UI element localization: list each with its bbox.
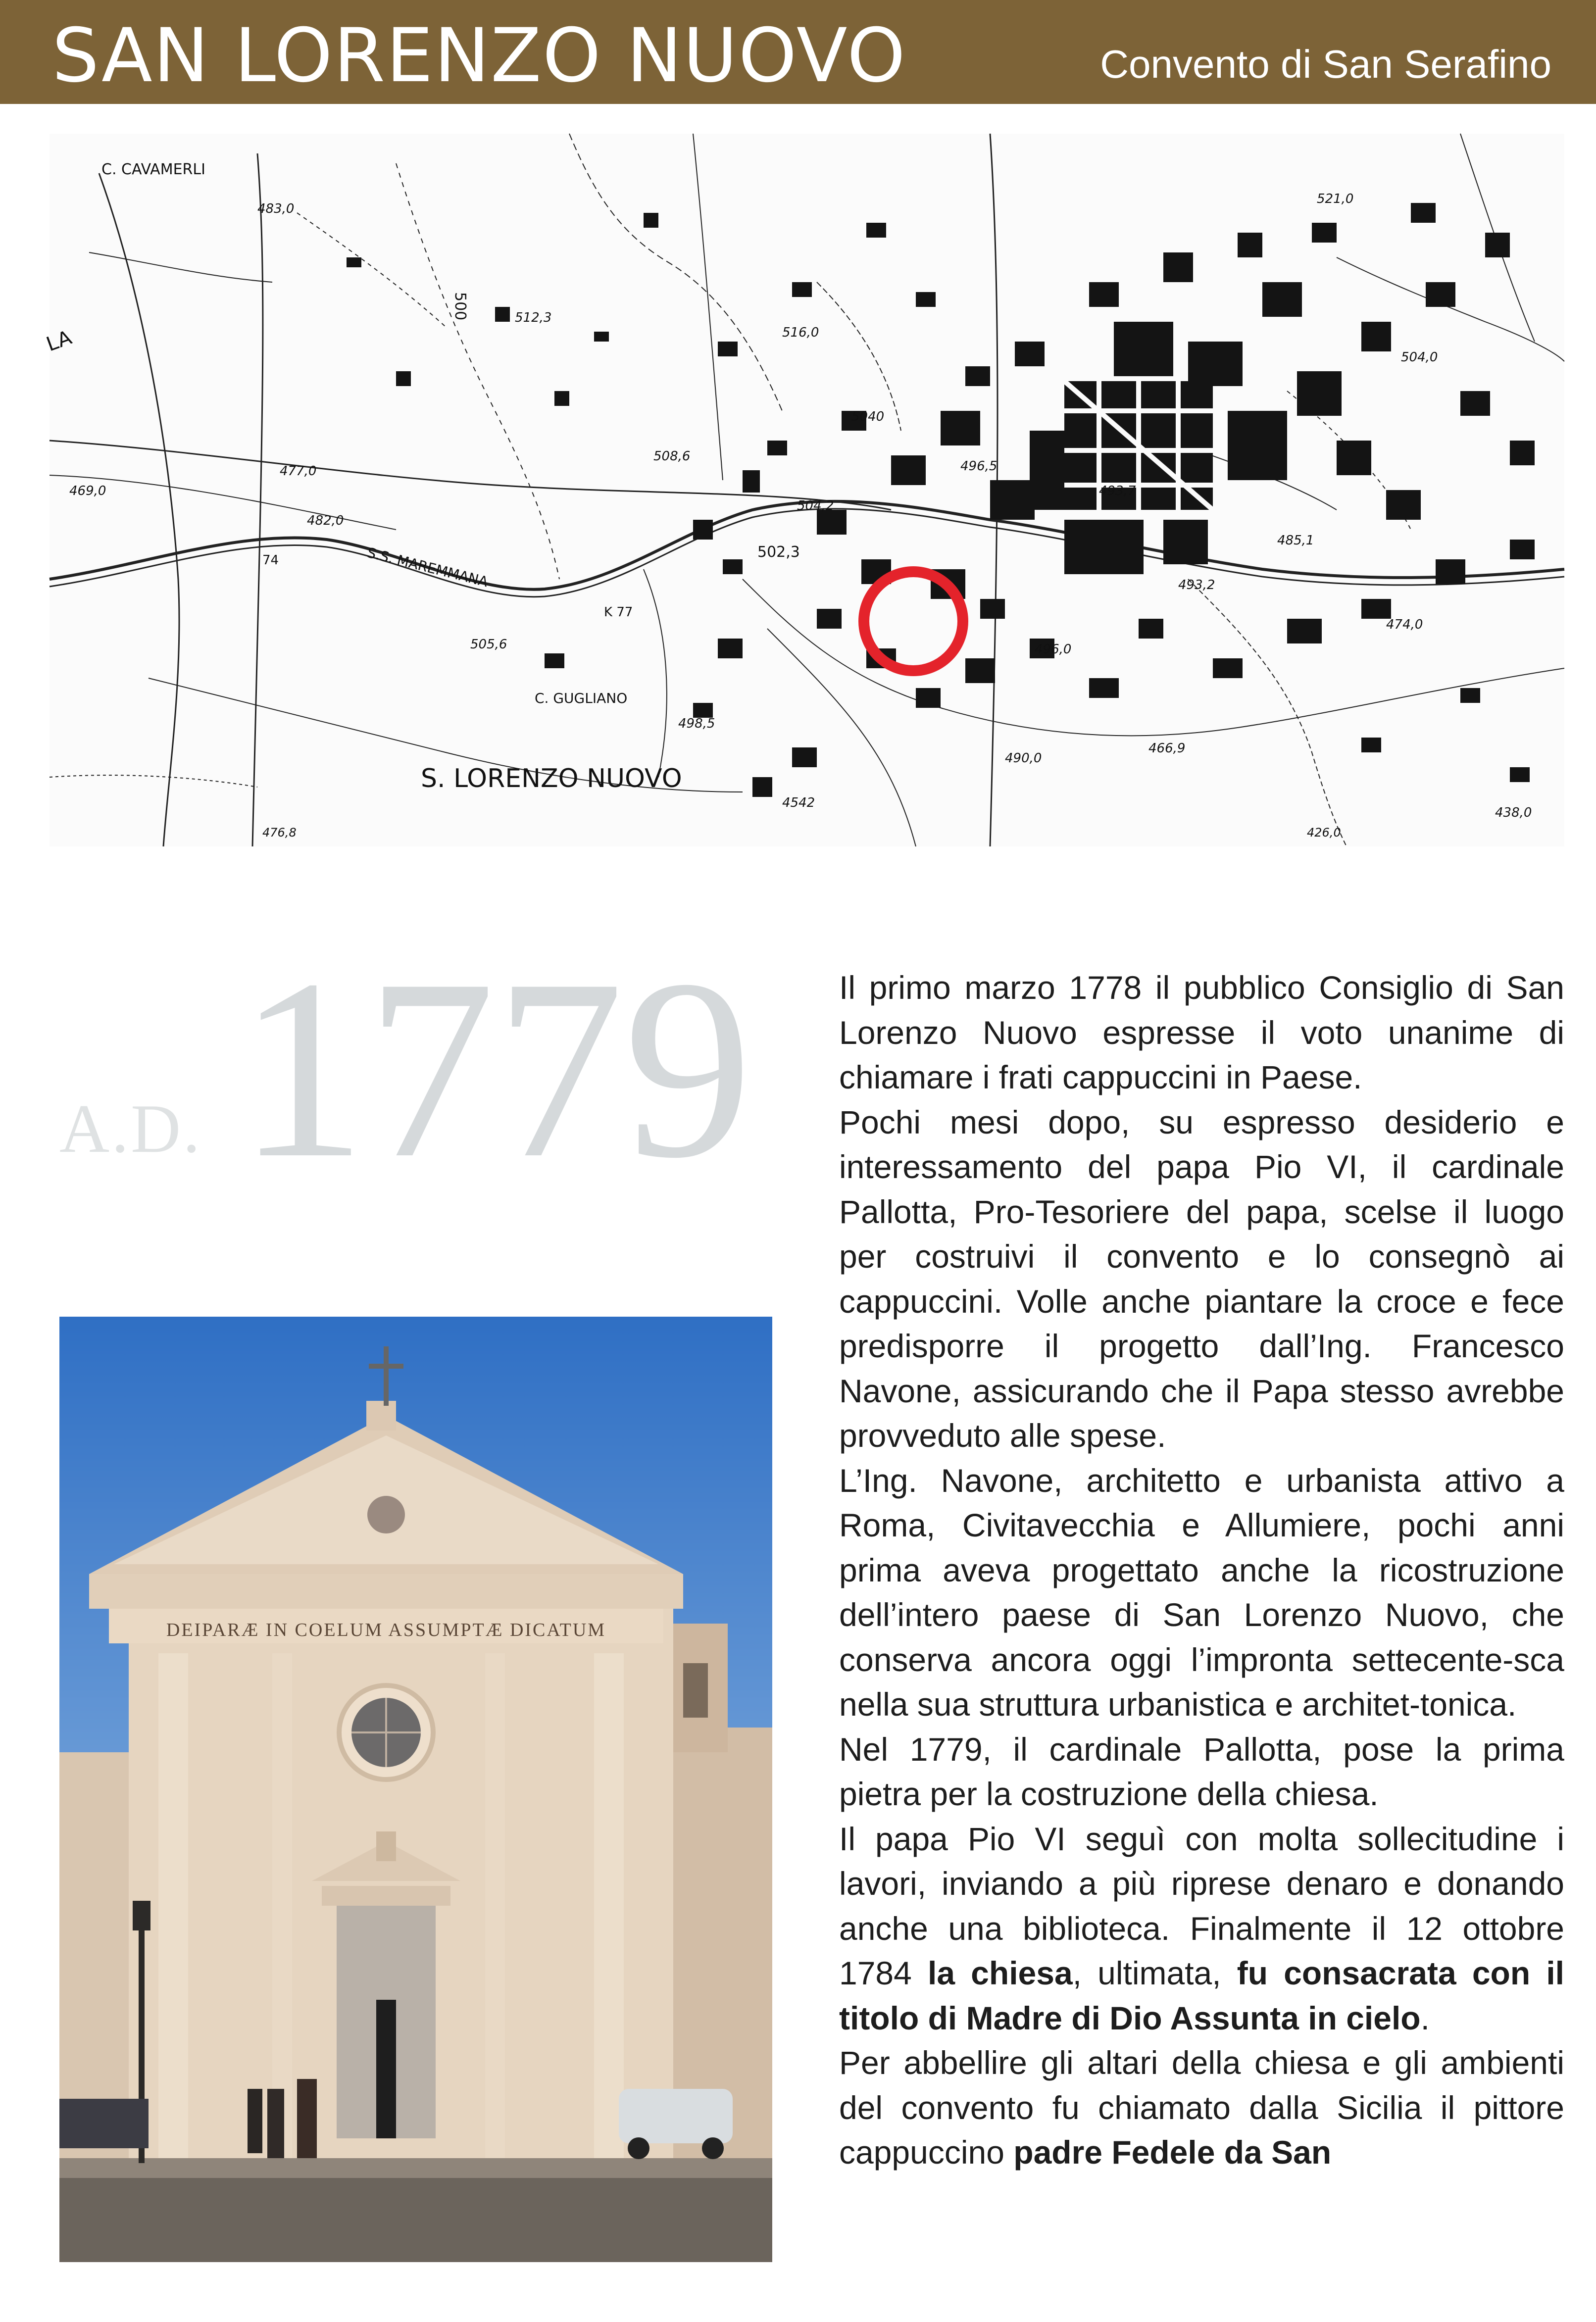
map-label-cavamerli: C. CAVAMERLI (101, 161, 205, 178)
paragraph-text: , ultimata, (1072, 1955, 1237, 1991)
page-header (0, 0, 1596, 104)
location-marker (864, 572, 963, 671)
map-label-elevation: 493,2 (1178, 578, 1215, 593)
map-drawing (43, 134, 1564, 846)
map-label-elevation: 504,2 (797, 498, 834, 513)
paragraph: L’Ing. Navone, architetto e urbanista attivo a Roma, Civitavecchia e Allumiere, pochi anni prima aveva progettato anche la ricostruzione dell’intero paese di San Lorenzo Nuovo, che conserva ancora oggi l’impronta settecente-sca nella sua struttura urbanistica e architet-tonica. (839, 1462, 1564, 1723)
page-subtitle: Convento di San Serafino (1100, 42, 1551, 86)
map-label-elevation: 498,5 (678, 716, 715, 731)
map-label-elevation: 508,6 (653, 449, 691, 464)
bold-phrase: padre Fedele da San (1013, 2134, 1332, 2171)
paragraph: Pochi mesi dopo, su espresso desiderio e interessamento del papa Pio VI, il cardinale Pallotta, Pro-Tesoriere del papa, scelse il luogo per costruivi il convento e lo consegnò ai cappuccini. Volle anche piantare la croce e fece predisporre il progetto dall’Ing. Francesco Navone, assicurando che il Papa stesso avrebbe provveduto alle spese. (839, 1103, 1564, 1454)
map-label-elevation: 477,0 (280, 464, 317, 479)
map-label-elevation: 466,9 (1148, 741, 1186, 756)
map-label-elevation: 516,0 (782, 325, 819, 340)
year-heading (59, 927, 792, 1218)
map-label-elevation: 482,0 (307, 513, 344, 528)
map-label-elevation: 485,1 (1277, 533, 1314, 548)
year-prefix: A.D. (59, 1090, 202, 1167)
map-label-elevation: 512,3 (515, 310, 552, 325)
map-label-elevation: 504,0 (1401, 350, 1438, 365)
map-label-town: S. LORENZO NUOVO (421, 764, 682, 793)
map-label-elevation: 476,8 (262, 826, 297, 840)
history-text (839, 965, 1564, 2175)
topographic-map (43, 134, 1564, 846)
map-label-gugliano: C. GUGLIANO (535, 690, 628, 706)
church-photo (59, 1317, 772, 2262)
facade-inscription: DEIPARÆ IN COELUM ASSUMPTÆ DICATUM (166, 1620, 606, 1640)
bold-phrase: la chiesa (927, 1955, 1073, 1991)
bold-phrase: fu consacrata con il titolo di Madre di Dio Assunta in cielo (839, 1955, 1564, 2036)
map-label-elevation: 426,0 (1307, 826, 1341, 840)
paragraph-text: Il papa Pio VI seguì con molta sollecitudine i lavori, inviando a più riprese denaro e donando anche una biblioteca. Finalmente il 12 ottobre 1784 (839, 1820, 1564, 1991)
church-facade-image (59, 1317, 772, 2262)
map-label-road: S.S. MAREMMANA (365, 544, 490, 591)
map-label-elevation: 496,5 (960, 459, 998, 474)
paragraph-text: Per abbellire gli altari della chiesa e gli ambienti del convento fu chiamato dalla Sicilia il pittore cappuccino (839, 2044, 1564, 2171)
map-label-elevation: 493,7 (1099, 484, 1136, 498)
map-label-la: LA (43, 326, 75, 356)
map-label-elevation: 5040 (851, 409, 885, 424)
map-label-elevation: 502,3 (757, 543, 800, 561)
map-label-elevation: 4542 (782, 795, 815, 810)
map-label-road-number: 74 (262, 553, 279, 568)
map-label-elevation: 483,0 (257, 201, 295, 216)
map-label-elevation: 490,0 (1005, 751, 1042, 766)
map-label-km: K 77 (604, 605, 633, 620)
page-title: SAN LORENZO NUOVO (52, 13, 906, 99)
paragraph: Il primo marzo 1778 il pubblico Consiglio di San Lorenzo Nuovo espresse il voto unanime di chiamare i frati cappuccini in Paese. (839, 969, 1564, 1095)
map-label-elevation: 505,6 (470, 637, 507, 652)
map-label-elevation: 521,0 (1317, 192, 1354, 206)
map-label-elevation: 469,0 (69, 484, 106, 498)
paragraph-text: . (1420, 1999, 1430, 2036)
map-label-elevation: 500 (451, 292, 469, 321)
map-label-elevation: 496,0 (1035, 642, 1072, 657)
paragraph: Nel 1779, il cardinale Pallotta, pose la prima pietra per la costruzione della chiesa. (839, 1730, 1564, 1812)
map-label-elevation: 474,0 (1386, 617, 1423, 632)
paragraph (839, 2040, 1564, 2175)
paragraph (839, 1817, 1564, 2041)
map-label-elevation: 438,0 (1495, 805, 1532, 820)
year-number: 1779 (238, 927, 752, 1211)
